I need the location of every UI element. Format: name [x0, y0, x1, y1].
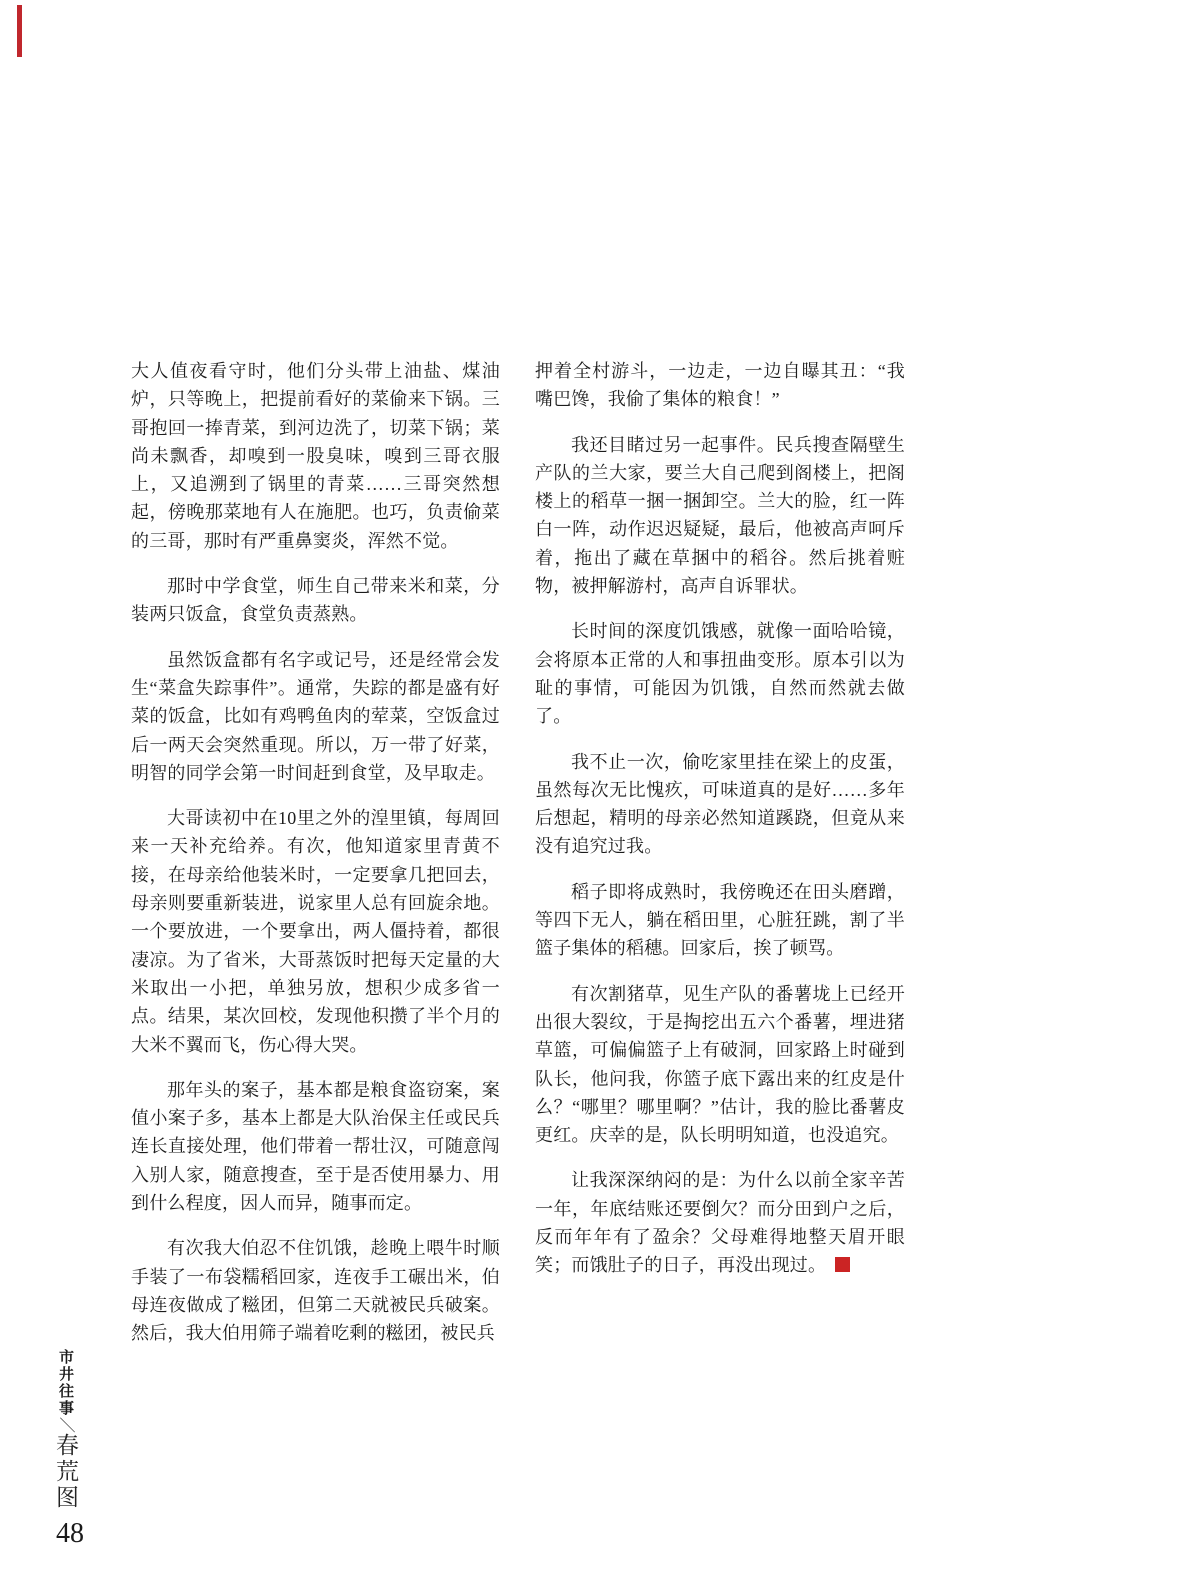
- article-title: 春荒图: [53, 1433, 78, 1511]
- paragraph-text: 让我深深纳闷的是：为什么以前全家辛苦一年，年底结账还要倒欠？而分田到户之后，反而年年有了盈余？父母难得地整天眉开眼笑；而饿肚子的日子，再没出现过。: [535, 1170, 905, 1276]
- paragraph: 长时间的深度饥饿感，就像一面哈哈镜，会将原本正常的人和事扭曲变形。原本引以为耻的事情，可能因为饥饿，自然而然就去做了。: [535, 621, 905, 727]
- left-text-column: [131, 357, 500, 1348]
- paragraph: 我不止一次，偷吃家里挂在梁上的皮蛋，虽然每次无比愧疚，可味道真的是好……多年后想起，精明的母亲必然知道蹊跷，但竟从来没有追究过我。: [535, 751, 905, 857]
- page-edge-accent-mark: [17, 5, 22, 57]
- paragraph: 押着全村游斗，一边走，一边自曝其丑：“我嘴巴馋，我偷了集体的粮食！”: [535, 361, 905, 410]
- title-separator-slash: ＼: [57, 1417, 74, 1433]
- paragraph: 那年头的案子，基本都是粮食盗窃案，案值小案子多，基本上都是大队治保主任或民兵连长直接处理，他们带着一帮壮汉，可随意闯入别人家，随意搜查，至于是否使用暴力、用到什么程度，因人而异，随事而定。: [131, 1079, 500, 1214]
- paragraph: 大人值夜看守时，他们分头带上油盐、煤油炉，只等晚上，把提前看好的菜偷来下锅。三哥抱回一捧青菜，到河边洗了，切菜下锅；菜尚未飘香，却嗅到一股臭味，嗅到三哥衣服上，又追溯到了锅里的青菜……三哥突然想起，傍晚那菜地有人在施肥。也巧，负责偷菜的三哥，那时有严重鼻窦炎，浑然不觉。: [131, 361, 500, 551]
- paragraph: 大哥读初中在10里之外的湟里镇，每周回来一天补充给养。有次，他知道家里青黄不接，在母亲给他装米时，一定要拿几把回去，母亲则要重新装进，说家里人总有回旋余地。一个要放进，一个要拿出，两人僵持着，都很凄凉。为了省米，大哥蒸饭时把每天定量的大米取出一小把，单独另放，想积少成多省一点。结果，某次回校，发现他积攒了半个月的大米不翼而飞，伤心得大哭。: [131, 808, 500, 1055]
- paragraph: 稻子即将成熟时，我傍晚还在田头磨蹭，等四下无人，躺在稻田里，心脏狂跳，割了半篮子集体的稻穗。回家后，挨了顿骂。: [535, 881, 905, 959]
- section-title: 市井往事: [57, 1349, 74, 1417]
- paragraph: 那时中学食堂，师生自己带来米和菜，分装两只饭盒，食堂负责蒸熟。: [131, 576, 500, 625]
- article-end-mark: [835, 1257, 850, 1272]
- paragraph: [535, 1166, 905, 1279]
- paragraph: 我还目睹过另一起事件。民兵搜查隔壁生产队的兰大家，要兰大自己爬到阁楼上，把阁楼上的稻草一捆一捆卸空。兰大的脸，红一阵白一阵，动作迟迟疑疑，最后，他被高声呵斥着，拖出了藏在草捆中的稻谷。然后挑着赃物，被押解游村，高声自诉罪状。: [535, 434, 905, 597]
- paragraph: 有次割猪草，见生产队的番薯垅上已经开出很大裂纹，于是掏挖出五六个番薯，埋进猪草篮，可偏偏篮子上有破洞，回家路上时碰到队长，他问我，你篮子底下露出来的红皮是什么？“哪里？哪里啊？”估计，我的脸比番薯皮更红。庆幸的是，队长明明知道，也没追究。: [535, 983, 905, 1146]
- paragraph: 有次我大伯忍不住饥饿，趁晚上喂牛时顺手装了一布袋糯稻回家，连夜手工碾出米，伯母连夜做成了糍团，但第二天就被民兵破案。然后，我大伯用筛子端着吃剩的糍团，被民兵: [131, 1238, 500, 1344]
- paragraph: 虽然饭盒都有名字或记号，还是经常会发生“菜盒失踪事件”。通常，失踪的都是盛有好菜的饭盒，比如有鸡鸭鱼肉的荤菜，空饭盒过后一两天会突然重现。所以，万一带了好菜，明智的同学会第一时间赶到食堂，及早取走。: [131, 649, 500, 783]
- sidebar-vertical-title: [50, 1349, 80, 1511]
- right-text-column: [535, 357, 905, 1280]
- page-number: 48: [56, 1518, 84, 1549]
